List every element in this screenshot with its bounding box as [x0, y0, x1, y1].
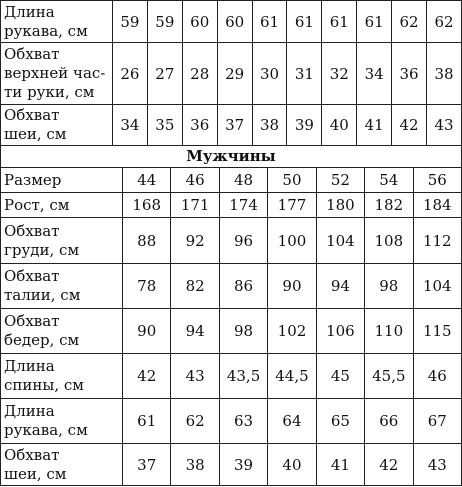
men-row [1, 168, 462, 193]
men-row [1, 399, 462, 444]
row-label-line: Обхват [4, 221, 60, 240]
row-label-line: Размер [4, 170, 62, 189]
value-cell: 82 [171, 264, 219, 309]
value-cell: 38 [171, 444, 219, 486]
value-cell: 43,5 [219, 354, 267, 399]
value-cell: 115 [413, 309, 461, 354]
value-cell: 60 [217, 1, 252, 43]
value-cell: 56 [413, 168, 461, 193]
row-label-line: Длина [4, 2, 55, 21]
value-cell: 59 [113, 1, 148, 43]
value-cell: 168 [123, 193, 171, 218]
top-row [1, 1, 462, 43]
row-label [1, 354, 123, 399]
value-cell: 174 [219, 193, 267, 218]
value-cell: 37 [217, 105, 252, 146]
value-cell: 46 [171, 168, 219, 193]
value-cell: 108 [365, 218, 413, 264]
row-label-line: рукава, см [4, 21, 88, 40]
row-label-line: Обхват [4, 312, 60, 330]
row-label-line: спины, см [4, 376, 84, 394]
value-cell: 35 [147, 105, 182, 146]
value-cell: 43 [427, 105, 462, 146]
value-cell: 60 [182, 1, 217, 43]
value-cell: 104 [413, 264, 461, 309]
value-cell: 34 [113, 105, 148, 146]
row-label-line: Обхват [4, 45, 60, 63]
value-cell: 61 [123, 399, 171, 444]
value-cell: 39 [287, 105, 322, 146]
row-label-line: шеи, см [4, 125, 67, 143]
men-row [1, 309, 462, 354]
row-label-line: ти руки, см [4, 83, 95, 101]
value-cell: 61 [287, 1, 322, 43]
value-cell: 94 [171, 309, 219, 354]
row-label [1, 43, 113, 105]
value-cell: 39 [219, 444, 267, 486]
men-section-title: Мужчины [0, 145, 462, 167]
row-label [1, 264, 123, 309]
value-cell: 44 [123, 168, 171, 193]
value-cell: 92 [171, 218, 219, 264]
value-cell: 94 [316, 264, 364, 309]
top-size-table [0, 0, 462, 146]
value-cell: 180 [316, 193, 364, 218]
top-row [1, 43, 462, 105]
value-cell: 102 [268, 309, 316, 354]
value-cell: 98 [365, 264, 413, 309]
men-size-table [0, 167, 462, 486]
value-cell: 32 [322, 43, 357, 105]
row-label-line: Обхват [4, 267, 60, 285]
value-cell: 78 [123, 264, 171, 309]
value-cell: 38 [252, 105, 287, 146]
value-cell: 171 [171, 193, 219, 218]
value-cell: 182 [365, 193, 413, 218]
value-cell: 27 [147, 43, 182, 105]
value-cell: 26 [113, 43, 148, 105]
value-cell: 64 [268, 399, 316, 444]
value-cell: 48 [219, 168, 267, 193]
row-label-line: Обхват [4, 445, 60, 464]
value-cell: 43 [413, 444, 461, 486]
value-cell: 45,5 [365, 354, 413, 399]
value-cell: 62 [427, 1, 462, 43]
value-cell: 38 [427, 43, 462, 105]
row-label-line: Обхват [4, 106, 60, 124]
value-cell: 44,5 [268, 354, 316, 399]
value-cell: 88 [123, 218, 171, 264]
value-cell: 61 [322, 1, 357, 43]
value-cell: 61 [357, 1, 392, 43]
row-label [1, 444, 123, 486]
value-cell: 62 [392, 1, 427, 43]
value-cell: 110 [365, 309, 413, 354]
value-cell: 184 [413, 193, 461, 218]
value-cell: 46 [413, 354, 461, 399]
row-label [1, 193, 123, 218]
row-label-line: груди, см [4, 240, 80, 259]
value-cell: 36 [392, 43, 427, 105]
men-row [1, 354, 462, 399]
men-row [1, 218, 462, 264]
value-cell: 43 [171, 354, 219, 399]
value-cell: 96 [219, 218, 267, 264]
row-label-line: рукава, см [4, 421, 88, 439]
value-cell: 45 [316, 354, 364, 399]
value-cell: 42 [365, 444, 413, 486]
value-cell: 65 [316, 399, 364, 444]
value-cell: 86 [219, 264, 267, 309]
value-cell: 42 [123, 354, 171, 399]
value-cell: 31 [287, 43, 322, 105]
row-label [1, 309, 123, 354]
value-cell: 104 [316, 218, 364, 264]
value-cell: 106 [316, 309, 364, 354]
value-cell: 59 [147, 1, 182, 43]
value-cell: 177 [268, 193, 316, 218]
value-cell: 41 [316, 444, 364, 486]
men-row [1, 264, 462, 309]
value-cell: 41 [357, 105, 392, 146]
men-row [1, 444, 462, 486]
value-cell: 40 [268, 444, 316, 486]
value-cell: 29 [217, 43, 252, 105]
row-label-line: бедер, см [4, 331, 80, 349]
value-cell: 98 [219, 309, 267, 354]
value-cell: 100 [268, 218, 316, 264]
value-cell: 28 [182, 43, 217, 105]
value-cell: 40 [322, 105, 357, 146]
top-row [1, 105, 462, 146]
value-cell: 34 [357, 43, 392, 105]
value-cell: 30 [252, 43, 287, 105]
value-cell: 90 [123, 309, 171, 354]
value-cell: 66 [365, 399, 413, 444]
row-label-line: талии, см [4, 286, 81, 304]
row-label-line: шеи, см [4, 464, 67, 483]
value-cell: 62 [171, 399, 219, 444]
row-label-line: Длина [4, 357, 55, 375]
value-cell: 61 [252, 1, 287, 43]
row-label-line: Длина [4, 402, 55, 420]
row-label [1, 218, 123, 264]
row-label-line: Рост, см [4, 195, 70, 214]
value-cell: 52 [316, 168, 364, 193]
value-cell: 67 [413, 399, 461, 444]
row-label-line: верхней час- [4, 64, 106, 82]
value-cell: 63 [219, 399, 267, 444]
value-cell: 42 [392, 105, 427, 146]
row-label [1, 1, 113, 43]
row-label [1, 105, 113, 146]
value-cell: 37 [123, 444, 171, 486]
row-label [1, 168, 123, 193]
value-cell: 36 [182, 105, 217, 146]
value-cell: 54 [365, 168, 413, 193]
value-cell: 112 [413, 218, 461, 264]
men-row [1, 193, 462, 218]
row-label [1, 399, 123, 444]
value-cell: 90 [268, 264, 316, 309]
value-cell: 50 [268, 168, 316, 193]
